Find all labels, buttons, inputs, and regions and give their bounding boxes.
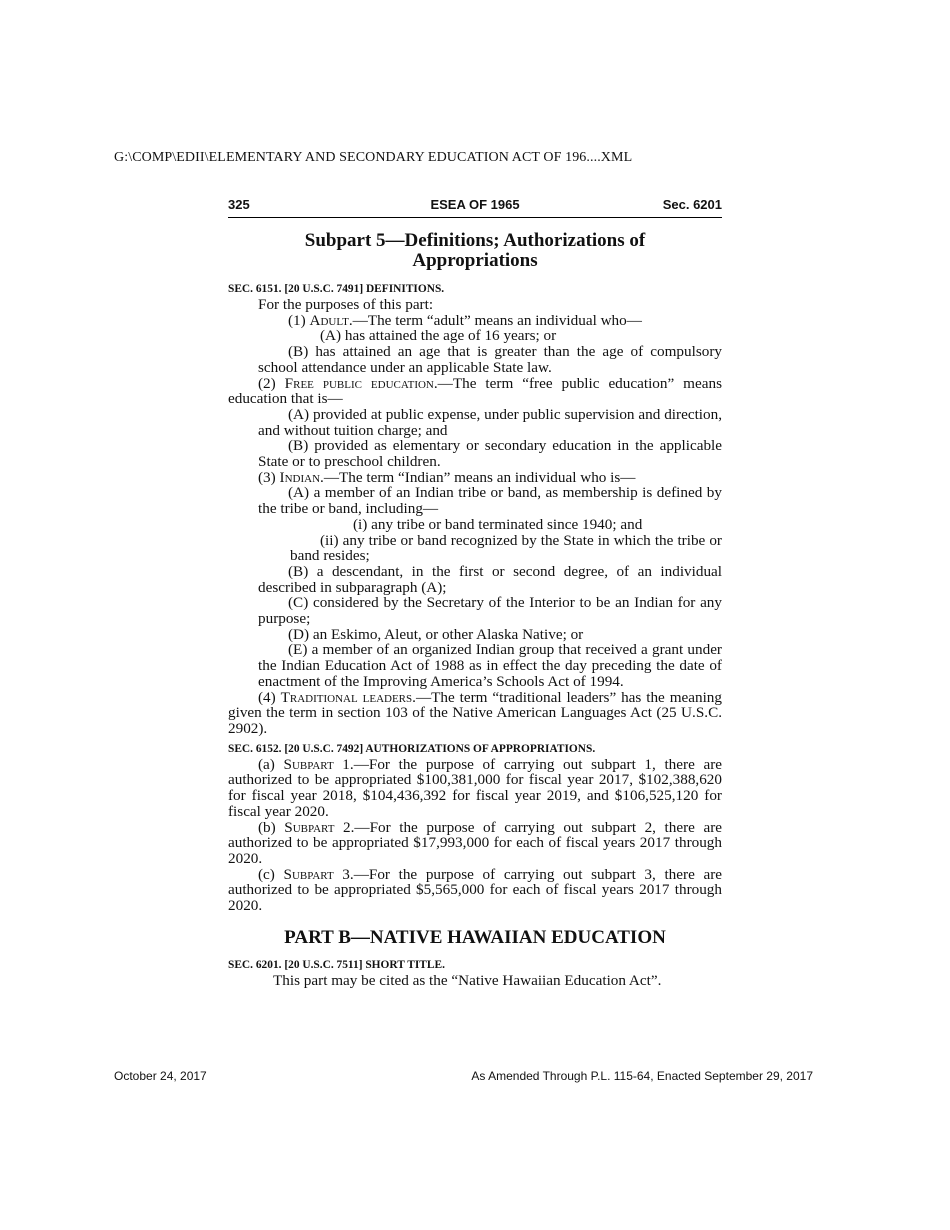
paragraph-text: .—The term “Indian” means an individual who is— <box>320 468 636 486</box>
subparagraph-1A: (A) has attained the age of 16 years; or <box>320 327 557 345</box>
defined-term: Traditional leaders <box>280 688 413 706</box>
paragraph-number: (2) <box>258 374 285 392</box>
subpart-title-line: Subpart 5—Definitions; Authorizations of <box>304 230 646 251</box>
paragraph-text: .—For the purpose of carrying out subpart 3, there are authorized to be appropriated $5,565,000 for each of fiscal years 2017 through 2020. <box>228 865 722 915</box>
paragraph-number: (b) <box>258 818 285 836</box>
subparagraph-3A: (A) a member of an Indian tribe or band, as membership is defined by the tribe or band, including— <box>258 484 722 518</box>
running-head-section: Sec. 6201 <box>662 197 722 212</box>
paragraph-text: .—The term “adult” means an individual who— <box>348 311 642 329</box>
subparagraph-3E: (E) a member of an organized Indian group that received a grant under the Indian Education Act of 1988 as in effect the day preceding the date of enactment of the Improving America’s Schools Act of 1994. <box>258 641 722 690</box>
paragraph-number: (1) <box>288 311 310 329</box>
paragraph-intro: For the purposes of this part: <box>258 296 434 313</box>
defined-term: Subpart 2 <box>284 818 351 836</box>
footer-amended: As Amended Through P.L. 115-64, Enacted September 29, 2017 <box>471 1069 813 1083</box>
section-heading-6152: SEC. 6152. [20 U.S.C. 7492] AUTHORIZATIONS OF APPROPRIATIONS. <box>228 742 596 755</box>
part-title: PART B—NATIVE HAWAIIAN EDUCATION <box>284 926 666 948</box>
clause-3A-i: (i) any tribe or band terminated since 1940; and <box>353 515 643 533</box>
paragraph-number: (c) <box>258 865 284 883</box>
running-head-title: ESEA OF 1965 <box>430 197 520 212</box>
subparagraph-3D: (D) an Eskimo, Aleut, or other Alaska Native; or <box>288 625 584 643</box>
defined-term: Indian <box>279 468 321 486</box>
running-head <box>228 197 722 218</box>
subpart-title <box>228 231 722 271</box>
subsection-b <box>228 820 722 867</box>
subparagraph-1B: (B) has attained an age that is greater than the age of compulsory school attendance under an applicable State law. <box>258 343 722 376</box>
subpart-title-line: Appropriations <box>412 250 538 271</box>
defined-term: Free public education <box>284 374 434 392</box>
paragraph-number: (a) <box>258 755 284 773</box>
footer-date: October 24, 2017 <box>114 1069 207 1083</box>
defined-term: Subpart 3 <box>283 865 350 883</box>
clause-3A-ii: (ii) any tribe or band recognized by the State in which the tribe or band resides; <box>290 531 722 565</box>
paragraph-1-adult <box>258 313 722 329</box>
subparagraph-3B: (B) a descendant, in the first or second degree, of an individual described in subparagraph (A); <box>258 562 722 596</box>
page-number: 325 <box>228 197 250 212</box>
subparagraph-3C: (C) considered by the Secretary of the Interior to be an Indian for any purpose; <box>258 594 722 628</box>
paragraph-number: (4) <box>258 688 281 706</box>
paragraph-text: .—For the purpose of carrying out subpart 2, there are authorized to be appropriated $17,993,000 for each of fiscal years 2017 through 2020. <box>228 818 722 867</box>
section-heading-6201: SEC. 6201. [20 U.S.C. 7511] SHORT TITLE. <box>228 958 445 971</box>
paragraph-2-free-public-education <box>228 376 722 407</box>
defined-term: Adult <box>309 311 349 329</box>
short-title-text: This part may be cited as the “Native Hawaiian Education Act”. <box>273 971 662 989</box>
subparagraph-2B: (B) provided as elementary or secondary education in the applicable State or to preschool children. <box>258 437 722 471</box>
file-path: G:\COMP\EDII\ELEMENTARY AND SECONDARY EDUCATION ACT OF 196....XML <box>114 150 633 165</box>
paragraph-text: .—The term “traditional leaders” has the meaning given the term in section 103 of the Native American Languages Act (25 U.S.C. 2902). <box>228 688 722 737</box>
subsection-c <box>228 867 722 914</box>
paragraph-number: (3) <box>258 468 280 486</box>
paragraph-text: .—For the purpose of carrying out subpart 1, there are authorized to be appropriated $100,381,000 for fiscal year 2017, $102,388,620 for fiscal year 2018, $104,436,392 for fiscal year 2019, and $106,525,120 for fiscal year 2020. <box>228 755 722 820</box>
paragraph-text: .—The term “free public education” means education that is— <box>228 374 722 408</box>
subparagraph-2A: (A) provided at public expense, under public supervision and direction, and without tuition charge; and <box>258 405 722 439</box>
defined-term: Subpart 1 <box>283 755 350 773</box>
paragraph-4-traditional-leaders <box>228 690 722 737</box>
document-body <box>228 230 722 988</box>
section-heading-6151: SEC. 6151. [20 U.S.C. 7491] DEFINITIONS. <box>228 283 445 295</box>
paragraph-3-indian <box>228 470 722 486</box>
subsection-a <box>228 757 722 820</box>
